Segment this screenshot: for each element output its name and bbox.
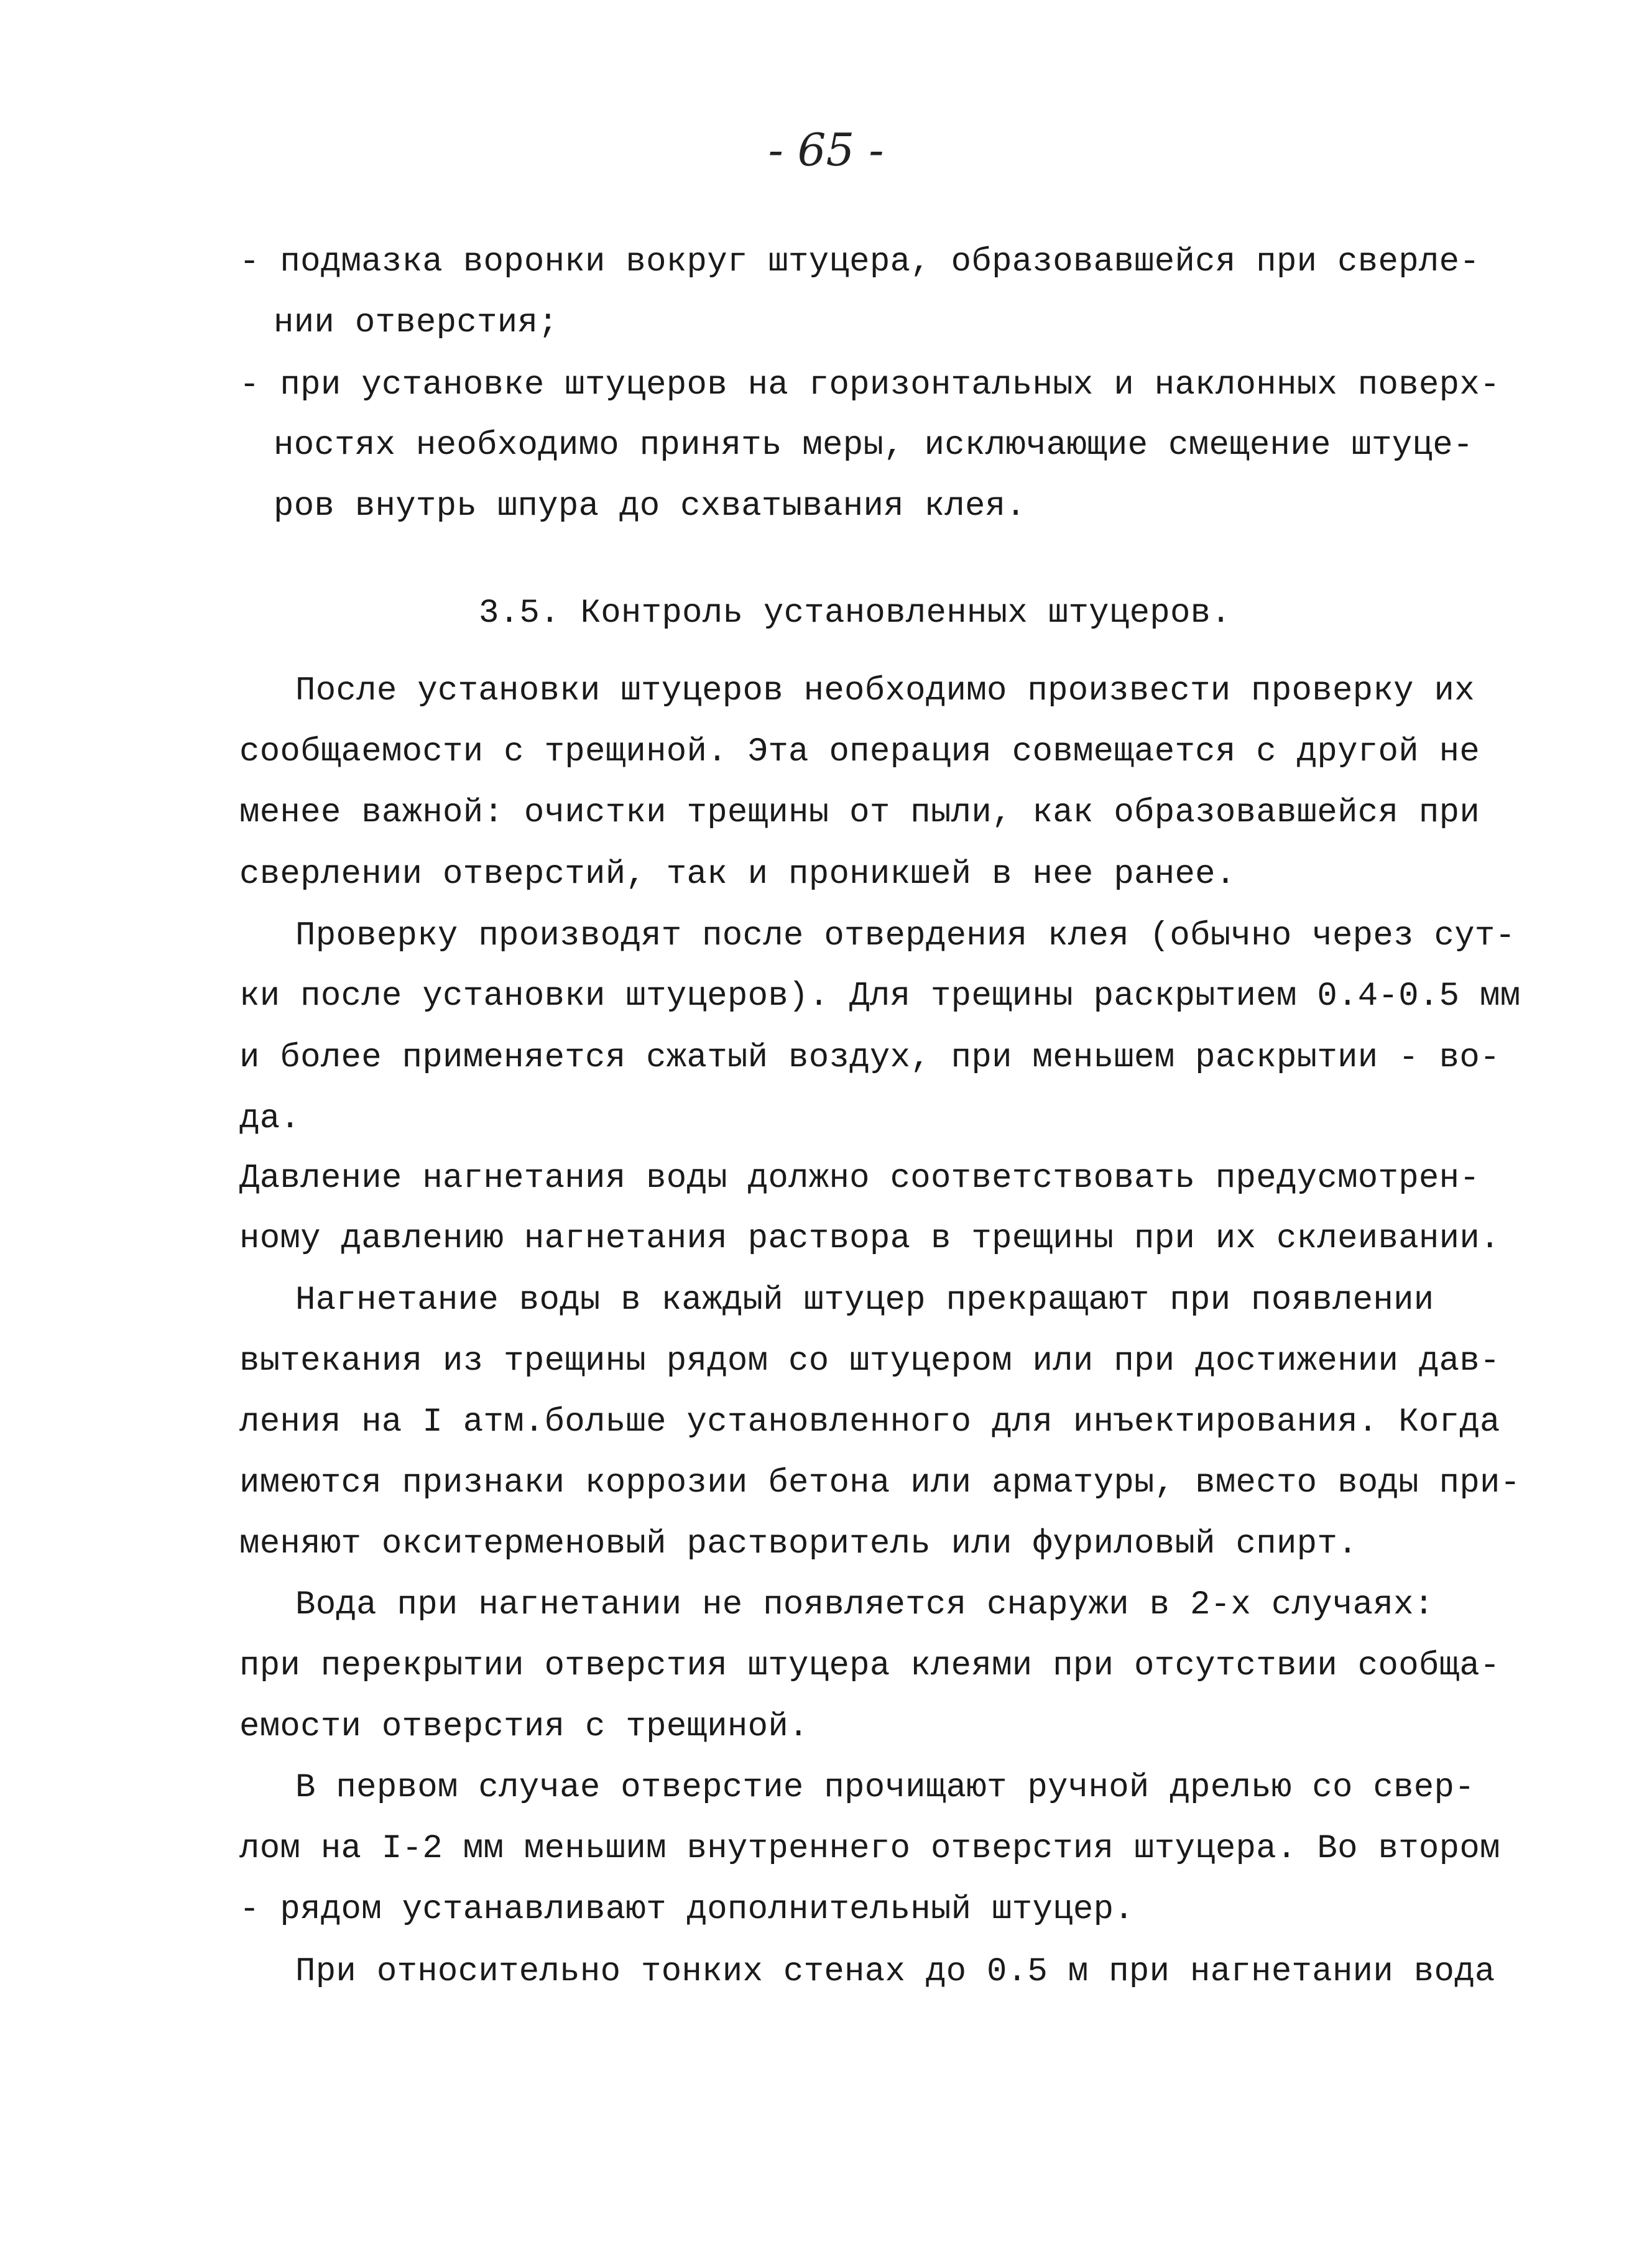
paragraph-line: менее важной: очистки трещины от пыли, как образовавшейся при — [239, 794, 1480, 832]
paragraph-line: Вода при нагнетании не появляется снаружи в 2-х случаях: — [295, 1586, 1434, 1624]
paragraph-line: емости отверстия с трещиной. — [239, 1708, 809, 1746]
paragraph-line: сверлении отверстий, так и проникшей в нее ранее. — [239, 856, 1236, 893]
paragraph-line: После установки штуцеров необходимо произвести проверку их — [295, 672, 1475, 710]
list-item-line: - при установке штуцеров на горизонтальных и наклонных поверх- — [239, 366, 1500, 404]
paragraph-line: Проверку производят после отвердения клея (обычно через сут- — [295, 917, 1516, 955]
list-item-line: ров внутрь шпура до схватывания клея. — [274, 487, 1027, 525]
paragraph-line: ления на I атм.больше установленного для инъектирования. Когда — [239, 1403, 1500, 1441]
paragraph-line: При относительно тонких стенах до 0.5 м при нагнетании вода — [295, 1953, 1495, 1991]
paragraph-line: ному давлению нагнетания раствора в трещины при их склеивании. — [239, 1220, 1500, 1258]
paragraph-line: и более применяется сжатый воздух, при меньшем раскрытии - во- — [239, 1039, 1500, 1077]
paragraph-line: имеются признаки коррозии бетона или арматуры, вместо воды при- — [239, 1464, 1521, 1502]
paragraph-line: вытекания из трещины рядом со штуцером или при достижении дав- — [239, 1342, 1500, 1380]
paragraph-line: Нагнетание воды в каждый штуцер прекращают при появлении — [295, 1281, 1434, 1319]
paragraph-line: сообщаемости с трещиной. Эта операция совмещается с другой не — [239, 733, 1480, 771]
paragraph-line: Давление нагнетания воды должно соответствовать предусмотрен- — [239, 1160, 1480, 1197]
page-number: - 65 - — [768, 124, 884, 176]
paragraph-line: меняют окситерменовый растворитель или фуриловый спирт. — [239, 1525, 1358, 1563]
list-item-line: ностях необходимо принять меры, исключающие смещение штуце- — [274, 427, 1474, 464]
paragraph-line: да. — [239, 1100, 301, 1138]
paragraph-line: В первом случае отверстие прочищают ручной дрелью со свер- — [295, 1769, 1475, 1807]
paragraph-line: при перекрытии отверстия штуцера клеями при отсутствии сообща- — [239, 1647, 1500, 1685]
list-item-line: - подмазка воронки вокруг штуцера, образовавшейся при сверле- — [239, 243, 1480, 281]
paragraph-line: лом на I-2 мм меньшим внутреннего отверстия штуцера. Во втором — [239, 1830, 1500, 1868]
list-item-line: нии отверстия; — [274, 304, 558, 342]
paragraph-line: ки после установки штуцеров). Для трещины раскрытием 0.4-0.5 мм — [239, 977, 1521, 1015]
section-heading: 3.5. Контроль установленных штуцеров. — [479, 594, 1232, 632]
paragraph-line: - рядом устанавливают дополнительный штуцер. — [239, 1891, 1135, 1929]
